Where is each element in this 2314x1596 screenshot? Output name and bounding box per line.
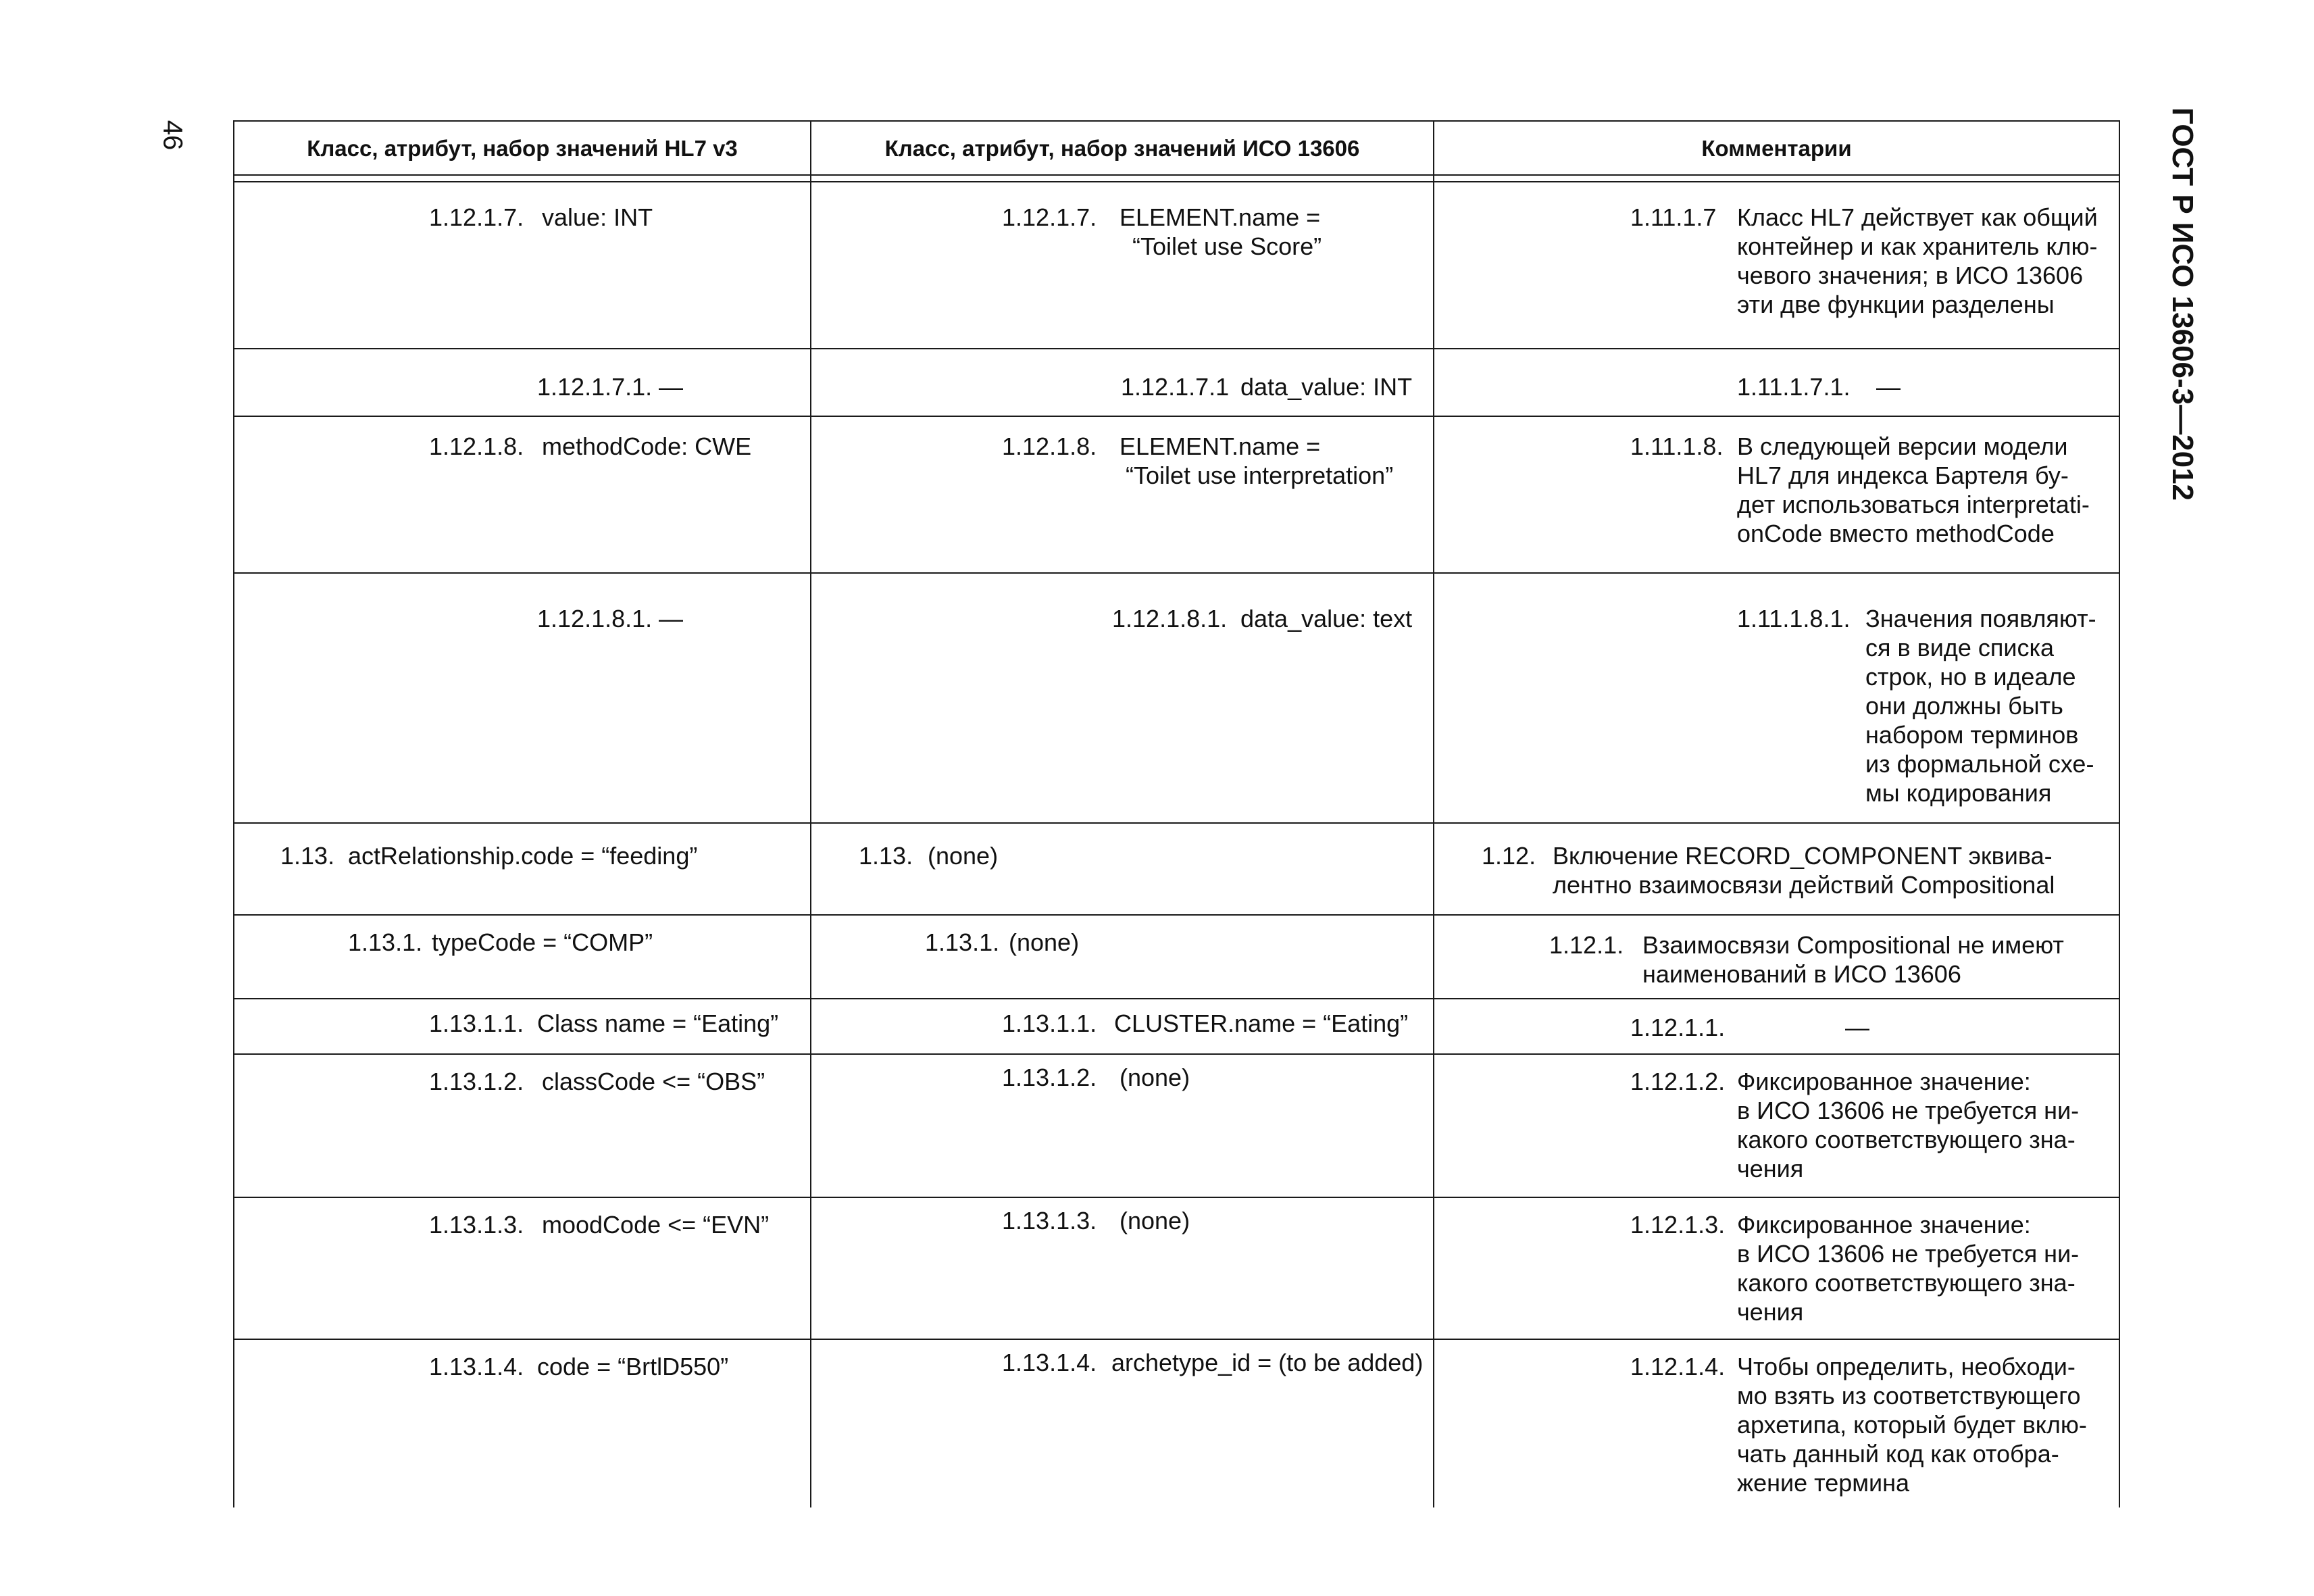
comment-number: 1.11.1.7 [1630, 203, 1717, 231]
hl7-attribute: typeCode = “COMP” [432, 928, 653, 956]
comment-number: 1.12.1. [1549, 931, 1624, 959]
table-row [234, 1197, 2119, 1339]
table-row [234, 416, 2119, 573]
hl7-attribute: actRelationship.code = “feeding” [348, 842, 698, 870]
iso-attribute-value: “Toilet use Score” [1132, 232, 1322, 260]
iso-number: 1.13.1.4. [1002, 1349, 1097, 1376]
iso-attribute: (none) [1120, 1064, 1190, 1091]
comment-text: Значения появляют- ся в виде списка строк, но в идеале они должны быть набором терминов из формальной схе- мы кодирования [1865, 605, 2096, 807]
iso-attribute: archetype_id = (to be added) [1111, 1349, 1424, 1376]
document-designation: ГОСТ Р ИСО 13606-3—2012 [2166, 107, 2199, 501]
comment-number: 1.12.1.2. [1630, 1068, 1726, 1095]
page-number: 46 [157, 120, 188, 151]
table-row [234, 1339, 2119, 1507]
comment-text: Включение RECORD_COMPONENT эквива- лентно взаимосвязи действий Compositional [1553, 842, 2055, 899]
table-row [234, 999, 2119, 1054]
table-header-row [234, 121, 2119, 175]
comment-text: Взаимосвязи Compositional не имеют наименований в ИСО 13606 [1642, 931, 2064, 988]
iso-attribute: data_value: text [1240, 605, 1413, 632]
hl7-number: 1.13. [280, 842, 335, 870]
header-hl7: Класс, атрибут, набор значений HL7 v3 [234, 121, 811, 175]
hl7-attribute: Class name = “Eating” [537, 1009, 779, 1037]
hl7-number: 1.12.1.8. [429, 432, 524, 460]
hl7-attribute: — [659, 605, 683, 632]
iso-number: 1.12.1.8.1. [1112, 605, 1228, 632]
comment-number: 1.12.1.4. [1630, 1353, 1726, 1380]
iso-number: 1.12.1.8. [1002, 432, 1097, 460]
iso-attribute: (none) [1009, 928, 1080, 956]
hl7-attribute: — [659, 373, 683, 401]
iso-number: 1.13.1.3. [1002, 1207, 1097, 1235]
hl7-attribute: classCode <= “OBS” [542, 1068, 765, 1095]
comment-number: 1.12.1.1. [1630, 1014, 1726, 1041]
comment-text: Класс HL7 действует как общий контейнер и как хранитель клю- чевого значения; в ИСО 13606 эти две функции разделены [1737, 203, 2098, 318]
comment-text: — [1845, 1014, 1869, 1041]
hl7-number: 1.12.1.7.1. [537, 373, 653, 401]
table-row [234, 1054, 2119, 1197]
hl7-number: 1.12.1.7. [429, 203, 524, 231]
comment-number: 1.12.1.3. [1630, 1211, 1726, 1239]
iso-number: 1.12.1.7. [1002, 203, 1097, 231]
hl7-number: 1.13.1.4. [429, 1353, 524, 1380]
header-comments: Комментарии [1434, 121, 2119, 175]
hl7-attribute: methodCode: CWE [542, 432, 752, 460]
hl7-number: 1.13.1.2. [429, 1068, 524, 1095]
hl7-attribute: moodCode <= “EVN” [542, 1211, 770, 1239]
hl7-attribute: code = “BrtlD550” [537, 1353, 729, 1380]
table-row [234, 823, 2119, 915]
iso-number: 1.12.1.7.1 [1121, 373, 1230, 401]
comment-number: 1.11.1.8.1. [1737, 605, 1851, 632]
iso-number: 1.13.1.1. [1002, 1009, 1097, 1037]
comment-text: — [1876, 373, 1901, 401]
hl7-number: 1.12.1.8.1. [537, 605, 653, 632]
comment-number: 1.11.1.8. [1630, 432, 1724, 460]
iso-attribute: ELEMENT.name = [1120, 432, 1321, 460]
iso-number: 1.13.1. [925, 928, 1000, 956]
table-row [234, 915, 2119, 999]
comment-text: Чтобы определить, необходи- мо взять из соответствующего архетипа, который будет вклю- чать данный код как отобра- жение термина [1737, 1353, 2087, 1497]
header-iso: Класс, атрибут, набор значений ИСО 13606 [811, 121, 1434, 175]
iso-number: 1.13. [859, 842, 913, 870]
iso-attribute: data_value: INT [1240, 373, 1413, 401]
table-row [234, 349, 2119, 416]
hl7-number: 1.13.1.1. [429, 1009, 524, 1037]
iso-number: 1.13.1.2. [1002, 1064, 1097, 1091]
comment-number: 1.12. [1482, 842, 1536, 870]
hl7-attribute: value: INT [542, 203, 653, 231]
table-row [234, 573, 2119, 823]
iso-attribute: ELEMENT.name = [1120, 203, 1321, 231]
comment-text: Фиксированное значение: в ИСО 13606 не требуется ни- какого соответствующего зна- чения [1737, 1068, 2080, 1182]
comment-number: 1.11.1.7.1. [1737, 373, 1851, 401]
hl7-number: 1.13.1.3. [429, 1211, 524, 1239]
comment-text: В следующей версии модели HL7 для индекса Бартеля бу- дет использоваться interpretati- onCode вместо methodCode [1737, 432, 2090, 547]
iso-attribute: (none) [928, 842, 999, 870]
comment-text: Фиксированное значение: в ИСО 13606 не требуется ни- какого соответствующего зна- чения [1737, 1211, 2080, 1326]
hl7-number: 1.13.1. [348, 928, 423, 956]
mapping-table [233, 120, 2120, 1507]
header-gap-row [234, 175, 2119, 182]
iso-attribute: CLUSTER.name = “Eating” [1114, 1009, 1409, 1037]
iso-attribute-value: “Toilet use interpretation” [1126, 462, 1394, 489]
table-row [234, 182, 2119, 349]
iso-attribute: (none) [1120, 1207, 1190, 1235]
